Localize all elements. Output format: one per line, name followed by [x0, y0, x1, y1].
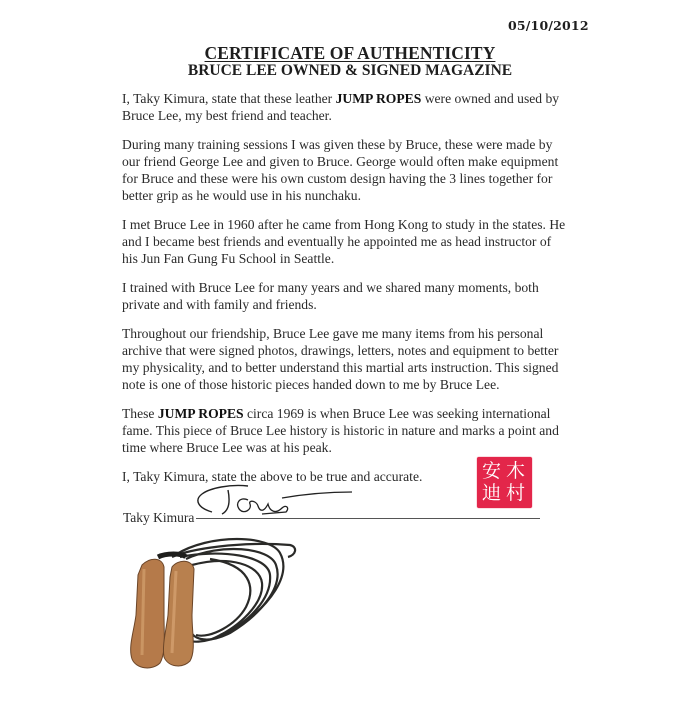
- certificate-body: [122, 90, 570, 497]
- signature-label: Taky Kimura: [123, 510, 195, 525]
- paragraph-5: Throughout our friendship, Bruce Lee gave me many items from his personal archive that were signed photos, drawings, letters, notes and equipment to better my physicality, and to better understand this martial arts instruction. This signed note is one of those historic pieces handed down to me by Bruce Lee.: [122, 326, 559, 392]
- rope-handle-right: [163, 561, 194, 666]
- jump-rope-photo: [120, 535, 320, 680]
- certificate-subtitle: BRUCE LEE OWNED & SIGNED MAGAZINE: [187, 62, 513, 79]
- stamp-character: 迪: [482, 482, 502, 504]
- paragraph-3: I met Bruce Lee in 1960 after he came from Hong Kong to study in the states. He and I became best friends and eventually he appointed me as head instructor of his Jun Fan Gung Fu School in Seattle.: [122, 217, 566, 266]
- bold-item-name: JUMP ROPES: [335, 91, 422, 106]
- paragraph-1: [122, 90, 570, 124]
- bold-item-name: JUMP ROPES: [157, 406, 244, 421]
- stamp-character: 村: [506, 482, 526, 504]
- stamp-character: 安: [482, 460, 502, 482]
- paragraph-4: I trained with Bruce Lee for many years and we shared many moments, both private and with family and friends.: [122, 280, 539, 312]
- certificate-title: CERTIFICATE OF AUTHENTICITY: [204, 43, 496, 63]
- handwritten-signature: [190, 482, 360, 522]
- paragraph-7: I, Taky Kimura, state the above to be true and accurate.: [122, 469, 423, 484]
- stamp-character: 木: [506, 460, 526, 482]
- hanko-seal-stamp: [477, 457, 532, 508]
- paragraph-2: During many training sessions I was given these by Bruce, these were made by our friend George Lee and given to Bruce. George would often make equipment for Bruce and these were his own custom design having the 3 lines together for better grip as he would use in his nunchaku.: [122, 137, 559, 203]
- paragraph-text: circa 1969 is when Bruce Lee was seeking international fame. This piece of Bruce Lee history is historic in nature and marks a point and time where Bruce Lee was at his peak.: [122, 406, 559, 455]
- paragraph-text: I, Taky Kimura, state that these leather: [122, 91, 336, 106]
- paragraph-text: were owned and used by Bruce Lee, my best friend and teacher.: [122, 91, 560, 123]
- document-date: 05/10/2012: [508, 18, 589, 33]
- paragraph-text: These: [122, 406, 158, 421]
- paragraph-6: [122, 405, 570, 456]
- rope-handle-left: [131, 559, 165, 668]
